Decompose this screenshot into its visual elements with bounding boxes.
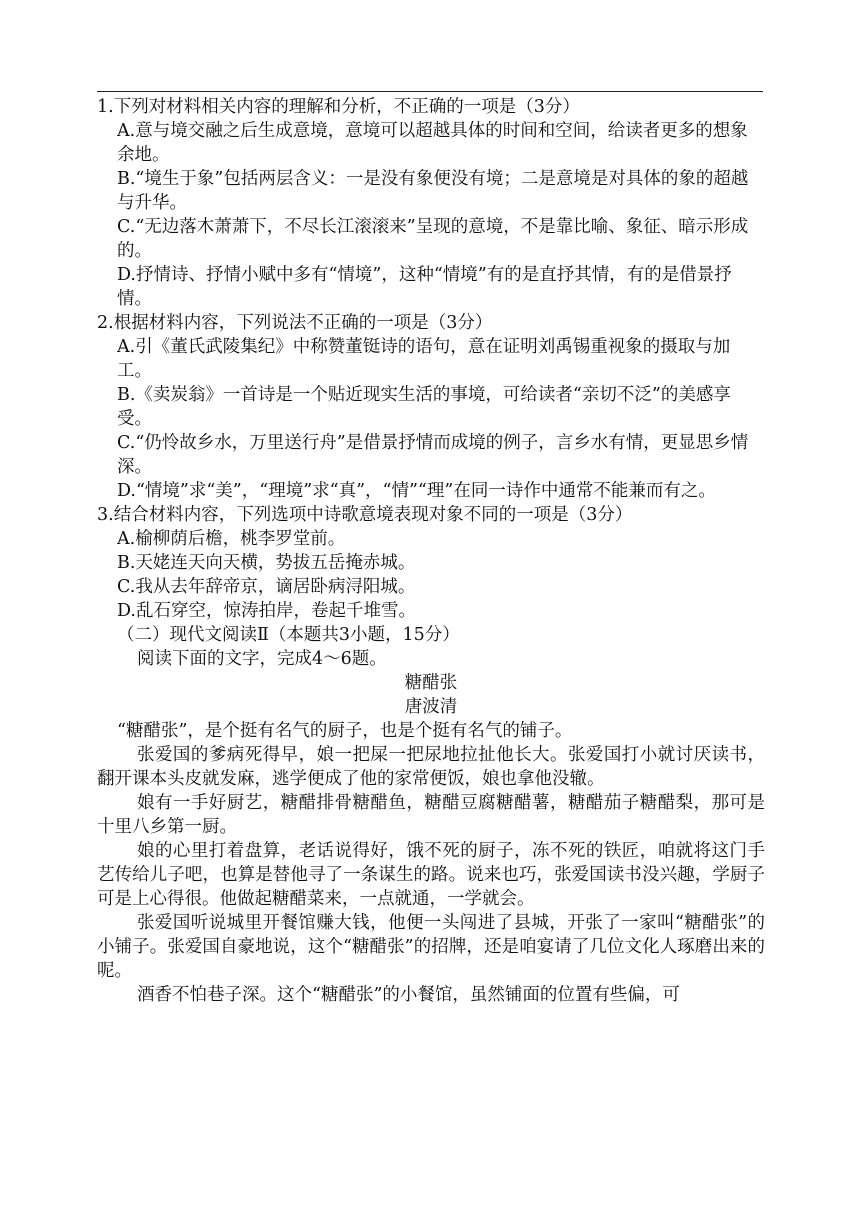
article-text [97,719,765,1007]
article-paragraph: “糖醋张”，是个挺有名气的厨子，也是个挺有名气的铺子。 [117,721,573,741]
option-d: D.乱石穿空，惊涛拍岸，卷起千堆雪。 [117,601,416,621]
option-a: A.榆柳荫后檐，桃李罗堂前。 [117,529,346,549]
article-paragraph: 酒香不怕巷子深。这个“糖醋张”的小餐馆，虽然铺面的位置有些偏，可 [137,985,680,1005]
option-a: A.意与境交融之后生成意境，意境可以超越具体的时间和空间，给读者更多的想象余地。 [117,121,748,165]
section-heading: （二）现代文阅读Ⅱ（本题共3小题，15分） [117,625,460,645]
article-paragraph: 张爱国听说城里开餐馆赚大钱，他便一头闯进了县城，开张了一家叫“糖醋张”的小铺子。张爱国自豪地说，这个“糖醋张”的招牌，还是咱宴请了几位文化人琢磨出来的呢。 [97,913,765,981]
option-a: A.引《董氏武陵集纪》中称赞董铤诗的语句，意在证明刘禹锡重视象的摄取与加工。 [117,337,731,381]
option-c: C.“无边落木萧萧下，不尽长江滚滚来”呈现的意境，不是靠比喻、象征、暗示形成的。 [117,217,749,261]
question-stem: 1.下列对材料相关内容的理解和分析，不正确的一项是（3分） [97,97,580,117]
article-title: 糖醋张 [404,673,458,693]
document-body [97,95,765,1007]
question-1 [97,95,765,311]
option-c: C.“仍怜故乡水，万里送行舟”是借景抒情而成境的例子，言乡水有情，更显思乡情深。 [117,433,749,477]
option-c: C.我从去年辞帝京，谪居卧病浔阳城。 [117,577,416,597]
question-stem: 2.根据材料内容，下列说法不正确的一项是（3分） [97,313,493,333]
article-paragraph: 娘的心里打着盘算，老话说得好，饿不死的厨子，冻不死的铁匠，咱就将这门手艺传给儿子吧，也算是替他寻了一条谋生的路。说来也巧，张爱国读书没兴趣，学厨子可是上心得很。他做起糖醋菜来，一点就通，一学就会。 [97,841,765,909]
header-rule [97,91,763,92]
article-author: 唐波清 [404,697,458,717]
question-2 [97,311,765,503]
option-b: B.“境生于象”包括两层含义：一是没有象便没有境；二是意境是对具体的象的超越与升华。 [117,169,749,213]
question-stem: 3.结合材料内容，下列选项中诗歌意境表现对象不同的一项是（3分） [97,505,633,525]
article-paragraph: 张爱国的爹病死得早，娘一把屎一把尿地拉扯他长大。张爱国打小就讨厌读书，翻开课本头皮就发麻，逃学便成了他的家常便饭，娘也拿他没辙。 [97,745,765,789]
article-paragraph: 娘有一手好厨艺，糖醋排骨糖醋鱼，糖醋豆腐糖醋薯，糖醋茄子糖醋梨，那可是十里八乡第一厨。 [97,793,765,837]
option-b: B.《卖炭翁》一首诗是一个贴近现实生活的事境，可给读者“亲切不泛”的美感享受。 [117,385,731,429]
question-3 [97,503,765,623]
option-b: B.天姥连天向天横，势拔五岳掩赤城。 [117,553,416,573]
option-d: D.抒情诗、抒情小赋中多有“情境”，这种“情境”有的是直抒其情，有的是借景抒情。 [117,265,732,309]
option-d: D.“情境”求“美”，“理境”求“真”，“情”“理”在同一诗作中通常不能兼而有之。 [117,481,716,501]
reading-instruction: 阅读下面的文字，完成4～6题。 [137,649,387,669]
